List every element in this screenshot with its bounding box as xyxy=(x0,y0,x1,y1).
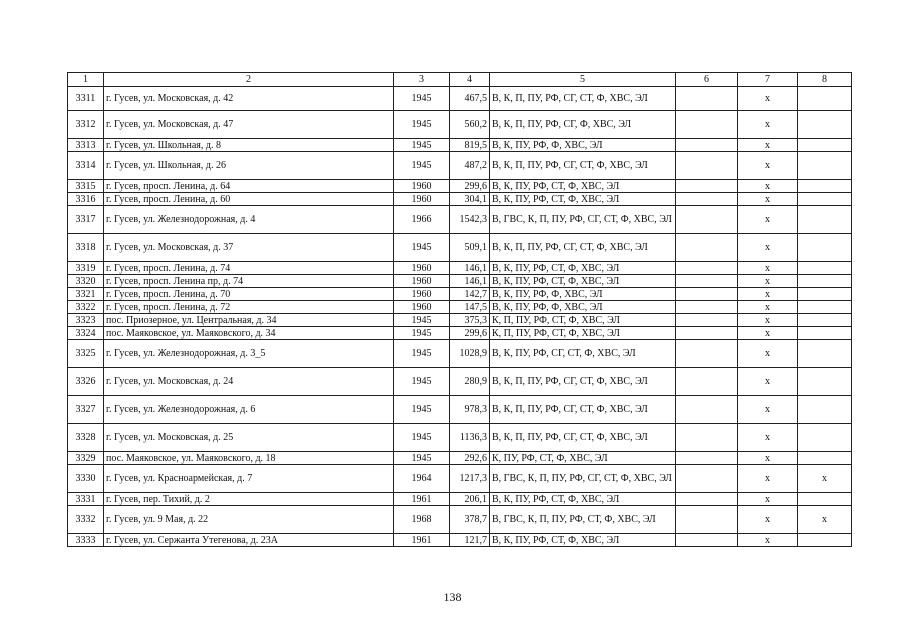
year-cell: 1945 xyxy=(394,452,450,465)
year-cell: 1945 xyxy=(394,396,450,424)
table-row xyxy=(68,506,852,534)
column-7-mark: x xyxy=(738,534,798,547)
year-cell: 1961 xyxy=(394,493,450,506)
row-number: 3313 xyxy=(68,139,104,152)
address-cell: г. Гусев, ул. Железнодорожная, д. 4 xyxy=(104,206,394,234)
column-7-mark: x xyxy=(738,424,798,452)
row-number: 3317 xyxy=(68,206,104,234)
table-row xyxy=(68,262,852,275)
column-6-cell xyxy=(676,87,738,111)
column-8-mark xyxy=(798,424,852,452)
row-number: 3327 xyxy=(68,396,104,424)
address-cell: г. Гусев, просп. Ленина, д. 74 xyxy=(104,262,394,275)
column-6-cell xyxy=(676,180,738,193)
column-6-cell xyxy=(676,424,738,452)
column-7-mark: x xyxy=(738,139,798,152)
header-cell-8: 8 xyxy=(798,73,852,87)
year-cell: 1945 xyxy=(394,152,450,180)
utilities-cell: В, К, П, ПУ, РФ, СГ, СТ, Ф, ХВС, ЭЛ xyxy=(490,87,676,111)
column-8-mark xyxy=(798,368,852,396)
header-cell-2: 2 xyxy=(104,73,394,87)
utilities-cell: В, К, ПУ, РФ, СТ, Ф, ХВС, ЭЛ xyxy=(490,180,676,193)
column-7-mark: x xyxy=(738,465,798,493)
utilities-cell: В, К, П, ПУ, РФ, СГ, СТ, Ф, ХВС, ЭЛ xyxy=(490,152,676,180)
utilities-cell: В, К, ПУ, РФ, Ф, ХВС, ЭЛ xyxy=(490,301,676,314)
column-6-cell xyxy=(676,396,738,424)
row-number: 3325 xyxy=(68,340,104,368)
table-row xyxy=(68,193,852,206)
utilities-cell: В, ГВС, К, П, ПУ, РФ, СТ, Ф, ХВС, ЭЛ xyxy=(490,506,676,534)
table-row xyxy=(68,275,852,288)
table-row xyxy=(68,396,852,424)
year-cell: 1960 xyxy=(394,180,450,193)
column-7-mark: x xyxy=(738,111,798,139)
column-6-cell xyxy=(676,314,738,327)
column-6-cell xyxy=(676,452,738,465)
row-number: 3321 xyxy=(68,288,104,301)
column-7-mark: x xyxy=(738,87,798,111)
area-cell: 304,1 xyxy=(450,193,490,206)
column-7-mark: x xyxy=(738,275,798,288)
row-number: 3326 xyxy=(68,368,104,396)
year-cell: 1960 xyxy=(394,275,450,288)
column-6-cell xyxy=(676,493,738,506)
address-cell: г. Гусев, ул. Московская, д. 42 xyxy=(104,87,394,111)
area-cell: 142,7 xyxy=(450,288,490,301)
table-row xyxy=(68,368,852,396)
row-number: 3329 xyxy=(68,452,104,465)
area-cell: 206,1 xyxy=(450,493,490,506)
column-8-mark xyxy=(798,152,852,180)
address-cell: пос. Приозерное, ул. Центральная, д. 34 xyxy=(104,314,394,327)
row-number: 3319 xyxy=(68,262,104,275)
table-row xyxy=(68,288,852,301)
address-cell: г. Гусев, ул. Железнодорожная, д. 3_5 xyxy=(104,340,394,368)
column-8-mark xyxy=(798,180,852,193)
column-7-mark: x xyxy=(738,368,798,396)
utilities-cell: В, К, П, ПУ, РФ, СГ, СТ, Ф, ХВС, ЭЛ xyxy=(490,368,676,396)
header-cell-4: 4 xyxy=(450,73,490,87)
utilities-cell: В, К, ПУ, РФ, СТ, Ф, ХВС, ЭЛ xyxy=(490,275,676,288)
address-cell: г. Гусев, ул. Школьная, д. 26 xyxy=(104,152,394,180)
area-cell: 299,6 xyxy=(450,180,490,193)
utilities-cell: В, ГВС, К, П, ПУ, РФ, СГ, СТ, Ф, ХВС, ЭЛ xyxy=(490,206,676,234)
address-cell: г. Гусев, ул. Красноармейская, д. 7 xyxy=(104,465,394,493)
year-cell: 1945 xyxy=(394,424,450,452)
column-7-mark: x xyxy=(738,180,798,193)
column-7-mark: x xyxy=(738,493,798,506)
column-6-cell xyxy=(676,111,738,139)
utilities-cell: В, К, ПУ, РФ, Ф, ХВС, ЭЛ xyxy=(490,139,676,152)
address-cell: пос. Маяковское, ул. Маяковского, д. 34 xyxy=(104,327,394,340)
column-7-mark: x xyxy=(738,327,798,340)
utilities-cell: В, К, ПУ, РФ, СГ, СТ, Ф, ХВС, ЭЛ xyxy=(490,340,676,368)
area-cell: 280,9 xyxy=(450,368,490,396)
year-cell: 1945 xyxy=(394,314,450,327)
address-cell: г. Гусев, пер. Тихий, д. 2 xyxy=(104,493,394,506)
address-cell: г. Гусев, ул. Сержанта Утегенова, д. 23А xyxy=(104,534,394,547)
column-6-cell xyxy=(676,327,738,340)
utilities-cell: К, П, ПУ, РФ, СТ, Ф, ХВС, ЭЛ xyxy=(490,327,676,340)
row-number: 3333 xyxy=(68,534,104,547)
table-row xyxy=(68,424,852,452)
column-7-mark: x xyxy=(738,452,798,465)
year-cell: 1945 xyxy=(394,234,450,262)
table-row xyxy=(68,206,852,234)
table-row xyxy=(68,87,852,111)
area-cell: 978,3 xyxy=(450,396,490,424)
year-cell: 1966 xyxy=(394,206,450,234)
utilities-cell: К, П, ПУ, РФ, СТ, Ф, ХВС, ЭЛ xyxy=(490,314,676,327)
row-number: 3315 xyxy=(68,180,104,193)
table-row xyxy=(68,139,852,152)
utilities-cell: В, К, П, ПУ, РФ, СГ, СТ, Ф, ХВС, ЭЛ xyxy=(490,424,676,452)
row-number: 3324 xyxy=(68,327,104,340)
page-number: 138 xyxy=(443,590,462,604)
housing-table xyxy=(67,72,852,547)
address-cell: г. Гусев, ул. Московская, д. 37 xyxy=(104,234,394,262)
column-6-cell xyxy=(676,506,738,534)
column-8-mark xyxy=(798,234,852,262)
column-8-mark xyxy=(798,262,852,275)
column-7-mark: x xyxy=(738,301,798,314)
utilities-cell: В, К, ПУ, РФ, СТ, Ф, ХВС, ЭЛ xyxy=(490,493,676,506)
column-7-mark: x xyxy=(738,340,798,368)
column-8-mark xyxy=(798,87,852,111)
table-row xyxy=(68,534,852,547)
column-8-mark xyxy=(798,206,852,234)
header-cell-6: 6 xyxy=(676,73,738,87)
year-cell: 1945 xyxy=(394,111,450,139)
address-cell: г. Гусев, ул. Московская, д. 25 xyxy=(104,424,394,452)
utilities-cell: В, К, П, ПУ, РФ, СГ, Ф, ХВС, ЭЛ xyxy=(490,111,676,139)
column-7-mark: x xyxy=(738,288,798,301)
column-8-mark xyxy=(798,301,852,314)
area-cell: 487,2 xyxy=(450,152,490,180)
column-8-mark xyxy=(798,327,852,340)
column-8-mark: x xyxy=(798,506,852,534)
column-7-mark: x xyxy=(738,206,798,234)
column-7-mark: x xyxy=(738,262,798,275)
year-cell: 1964 xyxy=(394,465,450,493)
address-cell: г. Гусев, ул. Московская, д. 47 xyxy=(104,111,394,139)
row-number: 3318 xyxy=(68,234,104,262)
column-7-mark: x xyxy=(738,396,798,424)
column-7-mark: x xyxy=(738,193,798,206)
row-number: 3312 xyxy=(68,111,104,139)
header-row xyxy=(68,73,852,87)
column-8-mark xyxy=(798,340,852,368)
column-8-mark xyxy=(798,493,852,506)
column-7-mark: x xyxy=(738,506,798,534)
column-8-mark xyxy=(798,275,852,288)
column-6-cell xyxy=(676,368,738,396)
area-cell: 1542,3 xyxy=(450,206,490,234)
row-number: 3332 xyxy=(68,506,104,534)
year-cell: 1961 xyxy=(394,534,450,547)
utilities-cell: К, ПУ, РФ, СТ, Ф, ХВС, ЭЛ xyxy=(490,452,676,465)
column-6-cell xyxy=(676,301,738,314)
row-number: 3322 xyxy=(68,301,104,314)
column-6-cell xyxy=(676,206,738,234)
year-cell: 1945 xyxy=(394,139,450,152)
column-8-mark xyxy=(798,288,852,301)
table-row xyxy=(68,301,852,314)
year-cell: 1945 xyxy=(394,87,450,111)
column-6-cell xyxy=(676,139,738,152)
column-7-mark: x xyxy=(738,234,798,262)
address-cell: пос. Маяковское, ул. Маяковского, д. 18 xyxy=(104,452,394,465)
column-8-mark xyxy=(798,193,852,206)
utilities-cell: В, К, ПУ, РФ, СТ, Ф, ХВС, ЭЛ xyxy=(490,534,676,547)
column-8-mark xyxy=(798,534,852,547)
address-cell: г. Гусев, ул. Железнодорожная, д. 6 xyxy=(104,396,394,424)
year-cell: 1945 xyxy=(394,327,450,340)
table-row xyxy=(68,234,852,262)
year-cell: 1960 xyxy=(394,262,450,275)
column-7-mark: x xyxy=(738,152,798,180)
header-cell-1: 1 xyxy=(68,73,104,87)
area-cell: 1028,9 xyxy=(450,340,490,368)
column-6-cell xyxy=(676,465,738,493)
row-number: 3330 xyxy=(68,465,104,493)
table-row xyxy=(68,314,852,327)
column-6-cell xyxy=(676,262,738,275)
row-number: 3331 xyxy=(68,493,104,506)
row-number: 3323 xyxy=(68,314,104,327)
utilities-cell: В, К, П, ПУ, РФ, СГ, СТ, Ф, ХВС, ЭЛ xyxy=(490,396,676,424)
address-cell: г. Гусев, просп. Ленина, д. 72 xyxy=(104,301,394,314)
address-cell: г. Гусев, ул. Школьная, д. 8 xyxy=(104,139,394,152)
column-6-cell xyxy=(676,288,738,301)
table-row xyxy=(68,111,852,139)
table-body xyxy=(68,87,852,547)
column-8-mark xyxy=(798,139,852,152)
column-8-mark xyxy=(798,396,852,424)
year-cell: 1960 xyxy=(394,301,450,314)
address-cell: г. Гусев, ул. Московская, д. 24 xyxy=(104,368,394,396)
column-8-mark xyxy=(798,452,852,465)
column-8-mark xyxy=(798,111,852,139)
year-cell: 1968 xyxy=(394,506,450,534)
column-6-cell xyxy=(676,275,738,288)
address-cell: г. Гусев, просп. Ленина, д. 70 xyxy=(104,288,394,301)
address-cell: г. Гусев, просп. Ленина, д. 60 xyxy=(104,193,394,206)
utilities-cell: В, К, П, ПУ, РФ, СГ, СТ, Ф, ХВС, ЭЛ xyxy=(490,234,676,262)
area-cell: 146,1 xyxy=(450,275,490,288)
utilities-cell: В, ГВС, К, П, ПУ, РФ, СГ, СТ, Ф, ХВС, ЭЛ xyxy=(490,465,676,493)
address-cell: г. Гусев, просп. Ленина пр, д. 74 xyxy=(104,275,394,288)
year-cell: 1945 xyxy=(394,368,450,396)
column-6-cell xyxy=(676,340,738,368)
area-cell: 560,2 xyxy=(450,111,490,139)
column-6-cell xyxy=(676,534,738,547)
row-number: 3314 xyxy=(68,152,104,180)
area-cell: 292,6 xyxy=(450,452,490,465)
year-cell: 1960 xyxy=(394,193,450,206)
column-6-cell xyxy=(676,234,738,262)
area-cell: 1217,3 xyxy=(450,465,490,493)
column-6-cell xyxy=(676,193,738,206)
header-cell-3: 3 xyxy=(394,73,450,87)
area-cell: 121,7 xyxy=(450,534,490,547)
utilities-cell: В, К, ПУ, РФ, Ф, ХВС, ЭЛ xyxy=(490,288,676,301)
table-row xyxy=(68,327,852,340)
area-cell: 147,5 xyxy=(450,301,490,314)
row-number: 3320 xyxy=(68,275,104,288)
address-cell: г. Гусев, ул. 9 Мая, д. 22 xyxy=(104,506,394,534)
year-cell: 1945 xyxy=(394,340,450,368)
table-row xyxy=(68,180,852,193)
table-row xyxy=(68,465,852,493)
utilities-cell: В, К, ПУ, РФ, СТ, Ф, ХВС, ЭЛ xyxy=(490,262,676,275)
year-cell: 1960 xyxy=(394,288,450,301)
header-cell-5: 5 xyxy=(490,73,676,87)
row-number: 3316 xyxy=(68,193,104,206)
table-row xyxy=(68,493,852,506)
area-cell: 467,5 xyxy=(450,87,490,111)
document-page xyxy=(67,72,852,547)
area-cell: 378,7 xyxy=(450,506,490,534)
table-row xyxy=(68,152,852,180)
column-8-mark xyxy=(798,314,852,327)
column-8-mark: x xyxy=(798,465,852,493)
area-cell: 819,5 xyxy=(450,139,490,152)
column-7-mark: x xyxy=(738,314,798,327)
header-cell-7: 7 xyxy=(738,73,798,87)
row-number: 3328 xyxy=(68,424,104,452)
area-cell: 1136,3 xyxy=(450,424,490,452)
table-row xyxy=(68,452,852,465)
row-number: 3311 xyxy=(68,87,104,111)
table-row xyxy=(68,340,852,368)
column-6-cell xyxy=(676,152,738,180)
area-cell: 509,1 xyxy=(450,234,490,262)
address-cell: г. Гусев, просп. Ленина, д. 64 xyxy=(104,180,394,193)
area-cell: 299,6 xyxy=(450,327,490,340)
utilities-cell: В, К, ПУ, РФ, СТ, Ф, ХВС, ЭЛ xyxy=(490,193,676,206)
area-cell: 146,1 xyxy=(450,262,490,275)
area-cell: 375,3 xyxy=(450,314,490,327)
